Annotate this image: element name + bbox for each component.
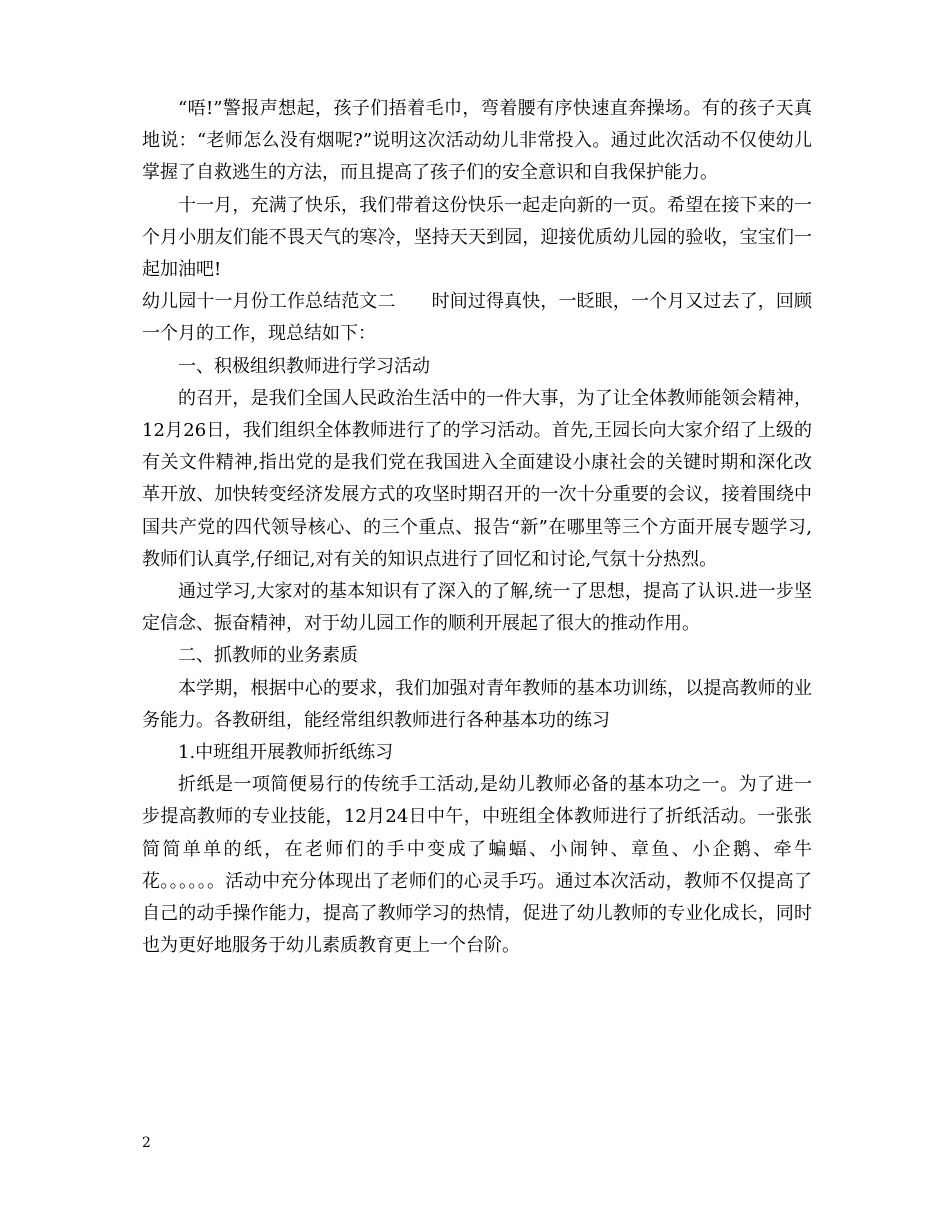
- page-number: 2: [142, 1135, 151, 1151]
- paragraph-origami-activity: 折纸是一项简便易行的传统手工活动,是幼儿教师必备的基本功之一。为了进一步提高教师的专业技能，12月24日中午，中班组全体教师进行了折纸活动。一张张简简单单的纸，在老师们的手中变成了蝙蝠、小闹钟、章鱼、小企鹅、牵牛花。。。。。。活动中充分体现出了老师们的心灵手巧。通过本次活动，教师不仅提高了自己的动手操作能力，提高了教师学习的热情，促进了幼儿教师的专业化成长，同时也为更好地服务于幼儿素质教育更上一个台阶。: [142, 774, 812, 957]
- paragraph-fire-drill: “唔!”警报声想起，孩子们捂着毛巾，弯着腰有序快速直奔操场。有的孩子天真地说：“老师怎么没有烟呢?”说明这次活动幼儿非常投入。通过此次活动不仅使幼儿掌握了自救逃生的方法，而且提高了孩子们的安全意识和自我保护能力。: [142, 98, 812, 184]
- heading-origami-practice: 1.中班组开展教师折纸练习: [178, 742, 394, 764]
- paragraph-section-title: [142, 286, 812, 350]
- paragraph-study-meeting: 的召开，是我们全国人民政治生活中的一件大事，为了让全体教师能领会精神，12月26日，我们组织全体教师进行了的学习活动。首先,王园长向大家介绍了上级的有关文件精神,指出党的是我们党在我国进入全面建设小康社会的关键时期和深化改革开放、加快转变经济发展方式的攻坚时期召开的一次十分重要的会议，接着围绕中国共产党的四代领导核心、的三个重点、报告“新”在哪里等三个方面开展专题学习,教师们认真学,仔细记,对有关的知识点进行了回忆和讨论,气氛十分热烈。: [142, 387, 812, 570]
- paragraph-study-result: 通过学习,大家对的基本知识有了深入的了解,统一了思想，提高了认识.进一步坚定信念、振奋精神，对于幼儿园工作的顺利开展起了很大的推动作用。: [142, 581, 812, 635]
- paragraph-november-closing: 十一月，充满了快乐，我们带着这份快乐一起走向新的一页。希望在接下来的一个月小朋友们能不畏天气的寒冷，坚持天天到园，迎接优质幼儿园的验收，宝宝们一起加油吧!: [142, 194, 812, 281]
- heading-teacher-quality: 二、抓教师的业务素质: [178, 645, 358, 667]
- paragraph-intro: 时间过得真快，一眨眼，一个月又过去了，回顾一个月的工作，现总结如下：: [142, 291, 813, 345]
- document-title: 幼儿园十一月份工作总结范文二: [142, 291, 396, 313]
- heading-study-activities: 一、积极组织教师进行学习活动: [178, 355, 430, 377]
- body-text: [142, 93, 812, 962]
- paragraph-basic-training: 本学期，根据中心的要求，我们加强对青年教师的基本功训练，以提高教师的业务能力。各教研组，能经常组织教师进行各种基本功的练习: [142, 677, 812, 731]
